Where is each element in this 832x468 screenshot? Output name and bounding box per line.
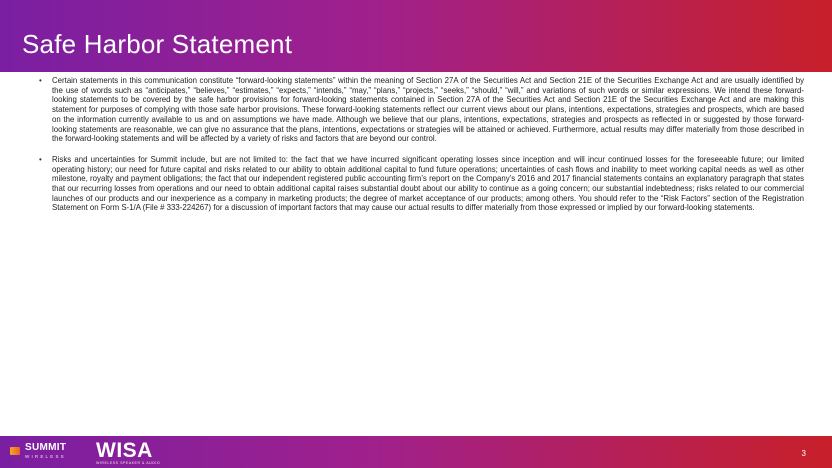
header-band	[0, 0, 832, 72]
summit-wordmark	[25, 443, 66, 460]
summit-mark-icon	[10, 447, 20, 455]
summit-logo	[10, 443, 66, 460]
wisa-tagline: WIRELESS SPEAKER & AUDIO	[96, 461, 161, 465]
page-number: 3	[801, 449, 806, 458]
summit-name: SUMMIT	[25, 442, 67, 453]
slide-title: Safe Harbor Statement	[22, 29, 293, 59]
wisa-name: WISA	[96, 439, 153, 462]
bullet-icon: •	[39, 76, 42, 85]
summit-tagline: WIRELESS	[25, 454, 66, 459]
wisa-logo	[96, 440, 160, 466]
bullet-icon: •	[39, 154, 42, 164]
bullet-text: Risks and uncertainties for Summit include, but are not limited to: the fact that we have incurred significant operating losses since inception and will incur continued losses for the foreseeable future; our limited operating history; our need for future capital and risks related to our ability to obtain additional capital to fund future operations; uncertainties of cash flows and inability to meet working capital needs as well as other milestone, royalty and payment obligations; the fact that our independent registered public accounting firm’s report on the Company’s 2016 and 2017 financial statements contains an explanatory paragraph that states that our recurring losses from operations and our need to obtain additional capital raises substantial doubt about our ability to continue as a going concern; our substantial indebtedness; risks related to our commercial launches of our products and our inexperience as a company in marketing products; the degree of market acceptance of our products; among others. You should refer to the “Risk Factors” section of the Registration Statement on Form S-1/A (File # 333-224267) for a discussion of important factors that may cause our actual results to differ materially from those expressed or implied by our forward-looking statements.	[52, 154, 804, 213]
bullet-item-risks	[39, 154, 804, 213]
bullet-list	[39, 76, 804, 224]
bullet-item-forward-looking	[39, 76, 804, 144]
bullet-text: Certain statements in this communication constitute “forward-looking statements” within the meaning of Section 27A of the Securities Act and Section 21E of the Securities Exchange Act and are usually identified by the use of words such as “anticipates,” “believes,” “estimates,” “expects,” “intends,” “may,” “plans,” “projects,” “seeks,” “should,” “will,” and variations of such words or similar expressions. We intend these forward-looking statements to be covered by the safe harbor provisions for forward-looking statements contained in Section 27A of the Securities Act and Section 21E of the Securities Exchange Act and are making this statement for purposes of complying with those safe harbor provisions. These forward-looking statements reflect our current views about our plans, intentions, expectations, strategies and prospects, which are based on the information currently available to us and on assumptions we have made. Although we believe that our plans, intentions, expectations, strategies and prospects as reflected in or suggested by those forward-looking statements are reasonable, we can give no assurance that the plans, intentions, expectations or strategies will be attained or achieved. Furthermore, actual results may differ materially from those described in the forward-looking statements and will be affected by a variety of risks and factors that are beyond our control.	[52, 76, 804, 144]
